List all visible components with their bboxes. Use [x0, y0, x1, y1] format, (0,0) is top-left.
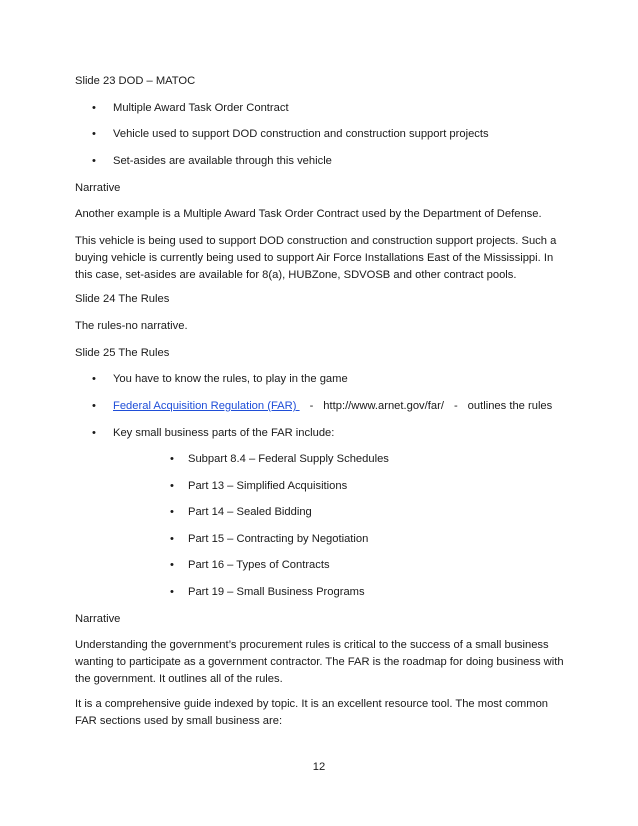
slide-23-bullet-3: Set-asides are available through this vehicle	[113, 155, 332, 167]
far-link[interactable]: Federal Acquisition Regulation (FAR)	[113, 400, 300, 412]
bullet-icon: •	[170, 559, 174, 571]
slide-23-heading: Slide 23 DOD – MATOC	[75, 75, 196, 87]
slide-24-text: The rules-no narrative.	[75, 320, 188, 332]
slide-23-bullet-1: Multiple Award Task Order Contract	[113, 102, 289, 114]
slide-25-bullet-3: Key small business parts of the FAR include:	[113, 427, 335, 439]
bullet-icon: •	[170, 480, 174, 492]
far-part-item: Part 15 – Contracting by Negotiation	[188, 533, 369, 545]
bullet-icon: •	[92, 400, 96, 412]
slide-23-paragraph-1: Another example is a Multiple Award Task Order Contract used by the Department of Defense.	[75, 208, 542, 220]
bullet-icon: •	[170, 533, 174, 545]
slide-25-paragraph-2: It is a comprehensive guide indexed by topic. It is an excellent resource tool. The most common FAR sections used by small business are:	[75, 698, 549, 727]
bullet-icon: •	[92, 373, 96, 385]
slide-23-bullet-2: Vehicle used to support DOD construction and construction support projects	[113, 128, 489, 140]
slide-25-heading: Slide 25 The Rules	[75, 347, 170, 359]
bullet-icon: •	[170, 453, 174, 465]
slide-23-paragraph-2: This vehicle is being used to support DOD construction and construction support projects. Such a buying vehicle is currently being used to support Air Force Installations East of the Mississippi. In this case, set-asides are available for 8(a), HUBZone, SDVOSB and other contract pools.	[75, 235, 557, 281]
far-part-item: Subpart 8.4 – Federal Supply Schedules	[188, 453, 389, 465]
far-suffix: outlines the rules	[467, 400, 553, 412]
slide-24-heading: Slide 24 The Rules	[75, 293, 170, 305]
far-part-item: Part 19 – Small Business Programs	[188, 586, 365, 598]
far-url: http://www.arnet.gov/far/	[323, 400, 444, 412]
bullet-icon: •	[92, 155, 96, 167]
slide-25-bullet-1: You have to know the rules, to play in the game	[113, 373, 348, 385]
bullet-icon: •	[92, 102, 96, 114]
far-bullet	[113, 399, 552, 414]
far-dash-1: -	[309, 400, 314, 412]
slide-25-narrative-label: Narrative	[75, 613, 121, 625]
bullet-icon: •	[170, 586, 174, 598]
slide-23-narrative-label: Narrative	[75, 182, 121, 194]
far-part-item: Part 14 – Sealed Bidding	[188, 506, 312, 518]
bullet-icon: •	[92, 128, 96, 140]
bullet-icon: •	[170, 506, 174, 518]
far-dash-2: -	[453, 400, 458, 412]
slide-25-paragraph-1: Understanding the government’s procurement rules is critical to the success of a small business wanting to participate as a government contractor. The FAR is the roadmap for doing business with the government. It outlines all of the rules.	[75, 639, 564, 685]
far-part-item: Part 13 – Simplified Acquisitions	[188, 480, 348, 492]
far-part-item: Part 16 – Types of Contracts	[188, 559, 330, 571]
page-number: 12	[312, 761, 326, 773]
bullet-icon: •	[92, 427, 96, 439]
